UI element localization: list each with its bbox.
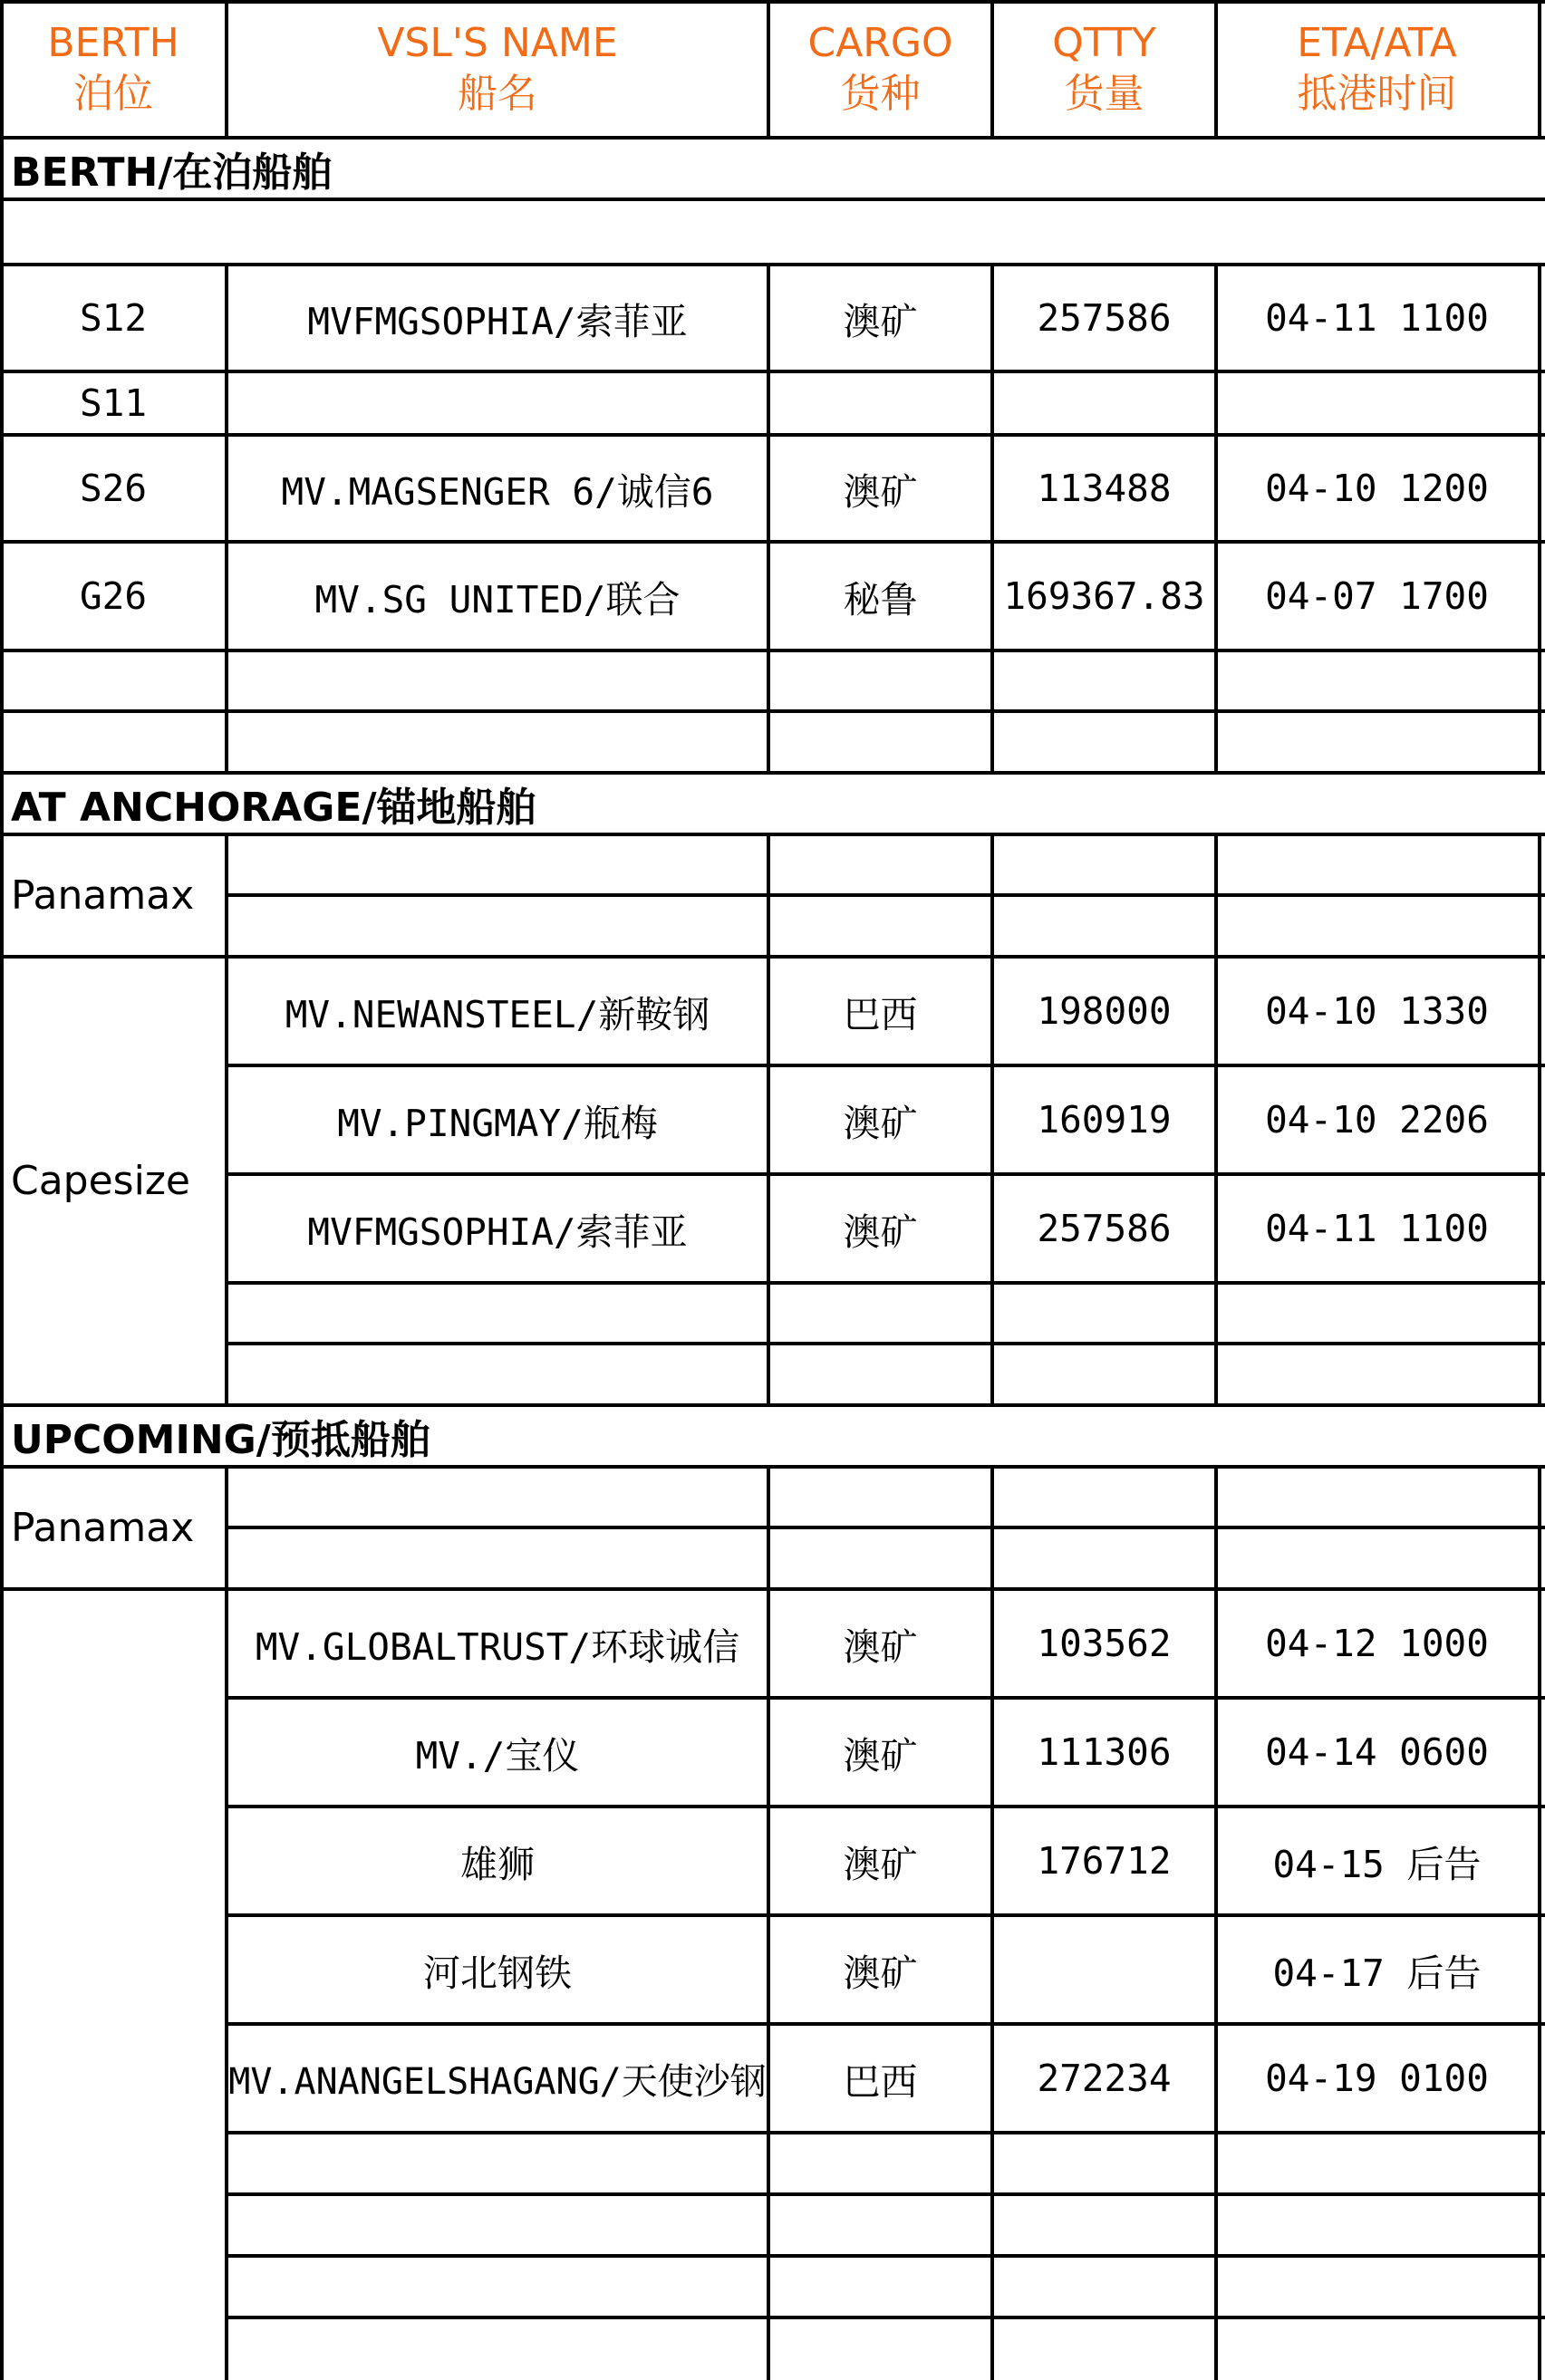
grid-line — [0, 771, 1545, 775]
berth-row-2-cargo — [768, 371, 992, 435]
header-vessel-name-en: VSL'S NAME — [377, 20, 618, 66]
grid-line — [0, 709, 1545, 713]
grid-line — [227, 1281, 1545, 1285]
berth-row-1-qtty: 257586 — [1037, 296, 1172, 340]
grid-line — [225, 263, 228, 773]
upcoming-row-1-qtty: 103562 — [1037, 1622, 1172, 1665]
upcoming-row-5-cargo: 巴西 — [843, 2059, 918, 2104]
grid-line — [0, 433, 1545, 437]
berth-row-2-vessel — [227, 371, 768, 435]
grid-line — [0, 1465, 1545, 1469]
upcoming-row-5-vessel: MV.ANANGELSHAGANG/天使沙钢 — [228, 2060, 767, 2103]
anchorage-row-2-cargo: 澳矿 — [843, 1101, 918, 1145]
upcoming-row-3-cargo: 澳矿 — [843, 1842, 918, 1886]
upcoming-row-3-vessel: 雄狮 — [460, 1842, 535, 1886]
berth-row-2-berth: S11 — [79, 381, 148, 425]
berth-row-3-cargo: 澳矿 — [843, 469, 918, 514]
grid-line — [990, 1465, 994, 2380]
grid-line — [227, 2022, 1545, 2026]
grid-line — [1214, 263, 1218, 773]
grid-line — [767, 1465, 770, 2380]
grid-line — [0, 1587, 1545, 1591]
upcoming-row-4-eta: 04-17 后告 — [1272, 1951, 1482, 1995]
berth-row-1-cargo: 澳矿 — [843, 299, 918, 343]
berth-row-3-vessel: MV.MAGSENGER 6/诚信6 — [281, 469, 714, 514]
grid-line — [227, 2254, 1545, 2258]
upcoming-row-1-vessel: MV.GLOBALTRUST/环球诚信 — [255, 1624, 740, 1669]
grid-line — [225, 833, 228, 1405]
upcoming-row-5-qtty: 272234 — [1037, 2057, 1172, 2100]
upcoming-row-2-cargo: 澳矿 — [843, 1733, 918, 1778]
upcoming-row-5-eta: 04-19 0100 — [1265, 2057, 1489, 2100]
grid-line — [0, 136, 1545, 140]
anchorage-row-2-qtty: 160919 — [1037, 1098, 1172, 1142]
header-quantity-zh: 货量 — [1064, 71, 1144, 117]
header-vessel-name — [227, 0, 768, 138]
upcoming-row-3-qtty: 176712 — [1037, 1839, 1172, 1883]
header-vessel-name-zh: 船名 — [458, 71, 537, 117]
berth-row-2-eta — [1216, 371, 1538, 435]
header-berth-zh: 泊位 — [73, 71, 153, 117]
header-cargo — [768, 0, 992, 138]
upcoming-row-2-qtty: 111306 — [1037, 1730, 1172, 1774]
upcoming-row-1-eta: 04-12 1000 — [1265, 1622, 1489, 1665]
grid-line — [1214, 0, 1218, 138]
grid-line — [0, 0, 4, 2380]
upcoming-row-4-cargo: 澳矿 — [843, 1951, 918, 1995]
anchorage-row-2-eta: 04-10 2206 — [1265, 1098, 1489, 1142]
anchorage-panamax-label: Panamax — [11, 872, 195, 919]
grid-line — [227, 1526, 1545, 1529]
section-berth-title: BERTH/在泊船舶 — [11, 149, 333, 196]
grid-line — [0, 263, 1545, 266]
berth-row-3-eta: 04-10 1200 — [1265, 467, 1489, 510]
grid-line — [227, 1913, 1545, 1917]
grid-line — [225, 0, 228, 138]
anchorage-row-1-qtty: 198000 — [1037, 989, 1172, 1033]
anchorage-row-3-eta: 04-11 1100 — [1265, 1207, 1489, 1250]
berth-row-4-cargo: 秘鲁 — [843, 577, 918, 621]
anchorage-row-1-cargo: 巴西 — [843, 992, 918, 1036]
grid-line — [1214, 1465, 1218, 2380]
upcoming-row-3-eta: 04-15 后告 — [1272, 1842, 1482, 1886]
grid-line — [1538, 1465, 1541, 2380]
anchorage-row-3-qtty: 257586 — [1037, 1207, 1172, 1250]
anchorage-row-1-eta: 04-10 1330 — [1265, 989, 1489, 1033]
grid-line — [0, 833, 1545, 836]
header-eta-en: ETA/ATA — [1297, 20, 1457, 66]
berth-row-2-qtty — [992, 371, 1216, 435]
anchorage-row-2-vessel: MV.PINGMAY/瓶梅 — [337, 1101, 658, 1145]
header-cargo-zh: 货种 — [840, 71, 921, 117]
upcoming-row-4-vessel: 河北钢铁 — [423, 1951, 572, 1995]
berth-row-3-berth: S26 — [79, 467, 148, 510]
berth-row-1-vessel: MVFMGSOPHIA/索菲亚 — [307, 299, 688, 343]
grid-line — [227, 893, 1545, 897]
berth-row-1-berth: S12 — [79, 296, 148, 340]
grid-line — [227, 2192, 1545, 2196]
grid-line — [227, 2316, 1545, 2319]
section-upcoming-title: UPCOMING/预抵船舶 — [11, 1417, 430, 1463]
header-cargo-en: CARGO — [807, 20, 953, 66]
grid-line — [225, 1465, 228, 2380]
upcoming-row-4-qtty — [992, 1915, 1216, 2024]
anchorage-capesize-label: Capesize — [11, 1158, 190, 1204]
grid-line — [227, 2131, 1545, 2134]
berth-row-4-qtty: 169367.83 — [1003, 574, 1205, 618]
section-anchorage-title: AT ANCHORAGE/锚地船舶 — [11, 785, 536, 831]
grid-line — [1538, 263, 1541, 773]
header-berth — [0, 0, 227, 138]
header-eta — [1216, 0, 1538, 138]
anchorage-row-3-vessel: MVFMGSOPHIA/索菲亚 — [307, 1209, 688, 1254]
header-quantity-en: QTTY — [1052, 20, 1156, 66]
anchorage-row-1-vessel: MV.NEWANSTEEL/新鞍钢 — [285, 992, 710, 1036]
upcoming-panamax-label: Panamax — [11, 1505, 195, 1551]
anchorage-row-3-cargo: 澳矿 — [843, 1209, 918, 1254]
grid-line — [0, 370, 1545, 373]
grid-line — [0, 198, 1545, 201]
grid-line — [990, 263, 994, 773]
grid-line — [0, 955, 1545, 959]
upcoming-row-2-eta: 04-14 0600 — [1265, 1730, 1489, 1774]
grid-line — [0, 540, 1545, 544]
grid-line — [227, 1805, 1545, 1808]
grid-line — [1538, 833, 1541, 1405]
header-berth-en: BERTH — [47, 20, 179, 66]
berth-row-4-eta: 04-07 1700 — [1265, 574, 1489, 618]
grid-line — [0, 1403, 1545, 1407]
berth-row-4-berth: G26 — [79, 574, 148, 618]
grid-line — [767, 263, 770, 773]
header-eta-zh: 抵港时间 — [1297, 71, 1457, 117]
berth-row-4-vessel: MV.SG UNITED/联合 — [314, 577, 681, 621]
grid-line — [0, 0, 1545, 4]
grid-line — [990, 833, 994, 1405]
grid-line — [0, 649, 1545, 652]
grid-line — [227, 1696, 1545, 1700]
grid-line — [767, 833, 770, 1405]
grid-line — [990, 0, 994, 138]
grid-line — [227, 1342, 1545, 1345]
berth-row-3-qtty: 113488 — [1037, 467, 1172, 510]
header-quantity — [992, 0, 1216, 138]
grid-line — [227, 1064, 1545, 1067]
upcoming-row-2-vessel: MV./宝仪 — [415, 1733, 580, 1778]
grid-line — [227, 1172, 1545, 1176]
grid-line — [1214, 833, 1218, 1405]
grid-line — [767, 0, 770, 138]
grid-line — [1538, 0, 1541, 138]
upcoming-row-1-cargo: 澳矿 — [843, 1624, 918, 1669]
berth-row-1-eta: 04-11 1100 — [1265, 296, 1489, 340]
